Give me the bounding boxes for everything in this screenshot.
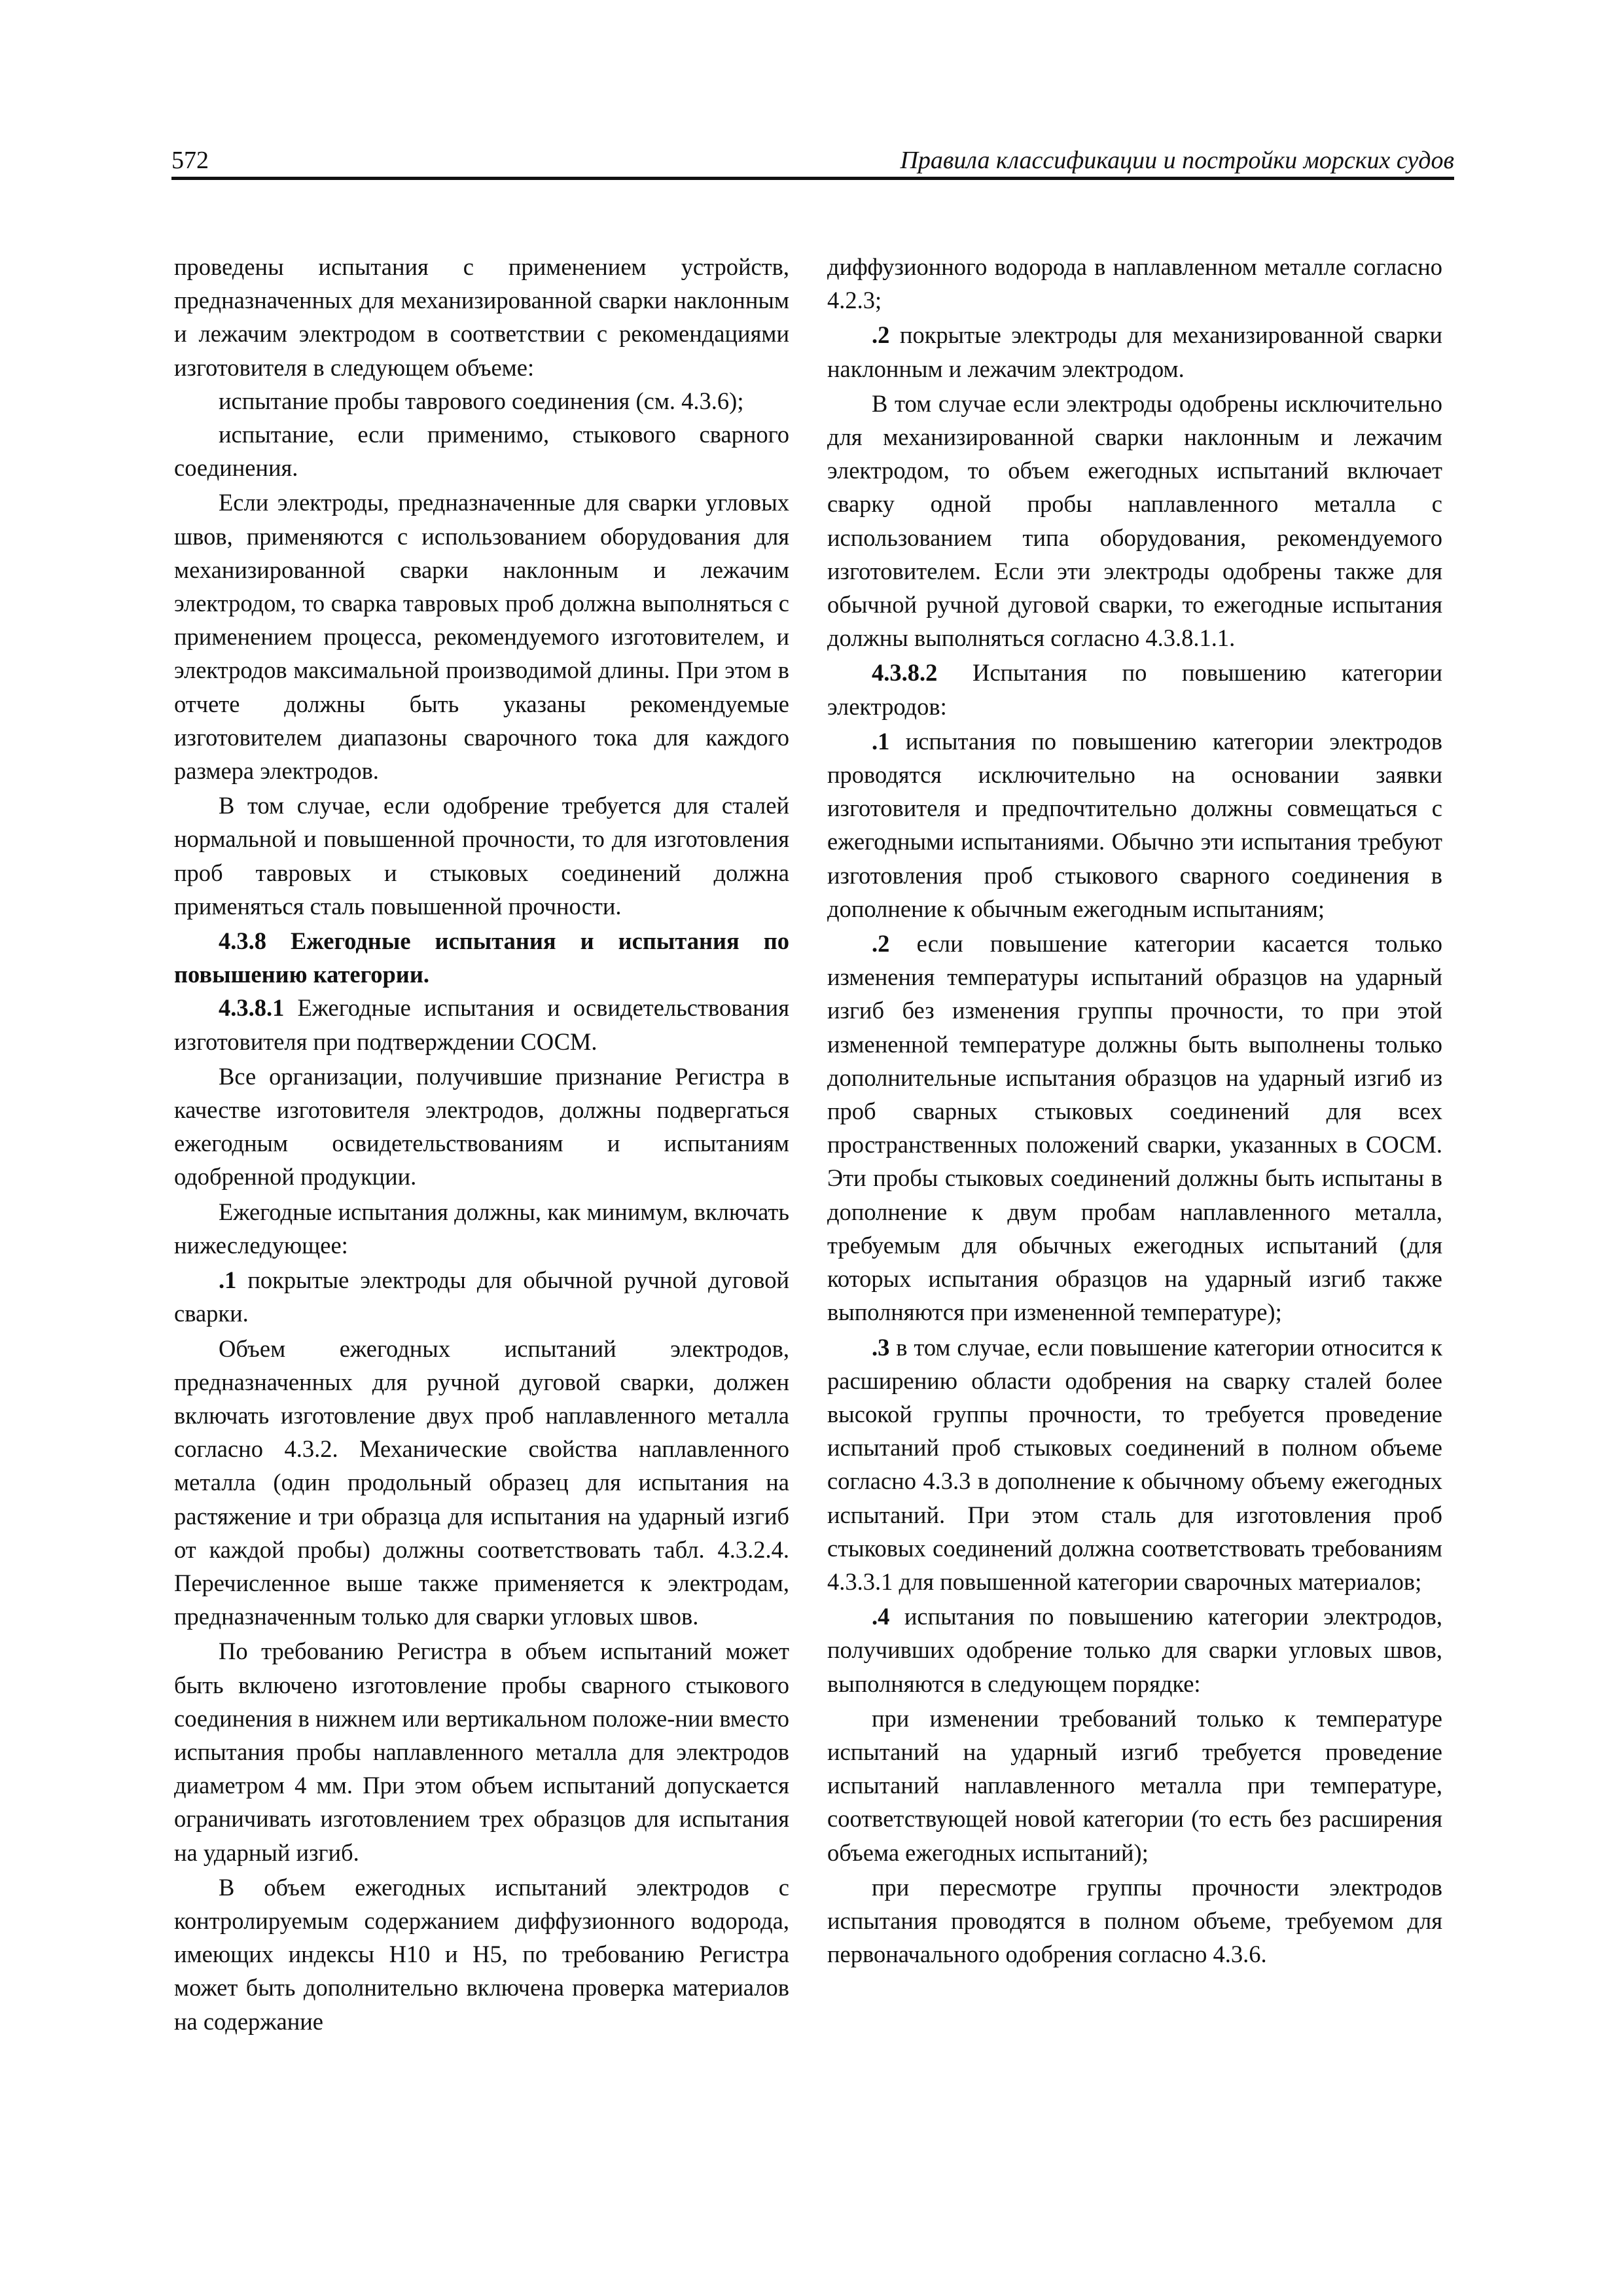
list-item xyxy=(827,725,1442,925)
paragraph: Если электроды, предназначенные для сварки угловых швов, применяются с использованием оборудования для механизированной сварки наклонным и лежачим электродом, то сварка тавровых проб должна выполняться с применением процесса, рекомендуемого изготовителем, и электродов максимальной производимой длины. При этом в отчете должны быть указаны рекомендуемые изготовителем диапазоны сварочного тока для каждого размера электродов. xyxy=(174,489,789,785)
paragraph: В том случае если электроды одобрены исключительно для механизированной сварки наклонным и лежачим электродом, то объем ежегодных испытаний включает сварку одной пробы наплавленного металла с использованием типа оборудования, рекомендуемого изготовителем. Если эти электроды одобрены также для обычной ручной дуговой сварки, то ежегодные испытания должны выполняться согласно 4.3.8.1.1. xyxy=(827,389,1442,652)
page-header xyxy=(171,145,1454,175)
item-number: .2 xyxy=(872,930,890,958)
section-number: 4.3.8.2 xyxy=(872,659,938,687)
paragraph-text: Испытания по повышению категории электродов: xyxy=(827,659,1442,720)
item-number: .4 xyxy=(872,1603,890,1630)
paragraph: В объем ежегодных испытаний электродов с контролируемым содержанием диффузионного водорода, имеющих индексы Н10 и Н5, по требованию Регистра может быть дополнительно включена проверка материалов на содержание xyxy=(174,1873,789,2035)
list-item xyxy=(827,1600,1442,1700)
paragraph: В том случае, если одобрение требуется для сталей нормальной и повышенной прочности, то для изготовления проб тавровых и стыковых соединений должна применяться сталь повышенной прочности. xyxy=(174,792,789,920)
paragraph-text: Ежегодные испытания и освидетельствования изготовителя при подтверждении СОСМ. xyxy=(174,994,789,1055)
paragraph: Ежегодные испытания должны, как минимум, включать нижеследующее: xyxy=(174,1198,789,1259)
paragraph: По требованию Регистра в объем испытаний может быть включено изготовление пробы сварного стыкового соединения в нижнем или вертикальном положе-нии вместо испытания пробы наплавленного металла для электродов диаметром 4 мм. При этом объем испытаний допускается ограничивать изготовлением трех образцов для испытания на ударный изгиб. xyxy=(174,1638,789,1866)
item-text: в том случае, если повышение категории относится к расширению области одобрения на сварку сталей более высокой группы прочности, то требуется проведение испытаний проб стыковых соединений в полном объеме согласно 4.3.3 в дополнение к обычному объему ежегодных испытаний. При этом сталь для изготовления проб стыковых соединений должна соответствовать требованиям 4.3.3.1 для повышенной категории сварочных материалов; xyxy=(827,1333,1442,1595)
item-number: .1 xyxy=(219,1266,237,1294)
item-text: покрытые электроды для обычной ручной дуговой сварки. xyxy=(174,1266,789,1327)
list-item xyxy=(827,1331,1442,1599)
paragraph: диффузионного водорода в наплавленном металле согласно 4.2.3; xyxy=(827,253,1442,314)
right-column xyxy=(827,250,1442,1971)
item-number: .1 xyxy=(872,727,890,755)
left-column xyxy=(174,250,789,2038)
list-item xyxy=(174,1263,789,1330)
paragraph: Все организации, получившие признание Регистра в качестве изготовителя электродов, должны подвергаться ежегодным освидетельствованиям и испытаниям одобренной продукции. xyxy=(174,1062,789,1191)
paragraph: при пересмотре группы прочности электродов испытания проводятся в полном объеме, требуемом для первоначального одобрения согласно 4.3.6. xyxy=(827,1873,1442,1968)
item-number: .3 xyxy=(872,1333,890,1361)
paragraph: Объем ежегодных испытаний электродов, предназначенных для ручной дуговой сварки, должен включать изготовление двух проб наплавленного металла согласно 4.3.2. Механические свойства наплавленного металла (один продольный образец для испытания на растяжение и три образца для испытания на ударный изгиб от каждой пробы) должны соответствовать табл. 4.3.2.4. Перечисленное выше также применяется к электродам, предназначенным только для сварки угловых швов. xyxy=(174,1335,789,1630)
item-text: если повышение категории касается только изменения температуры испытаний образцов на ударный изгиб без изменения группы прочности, то при этой измененной температуре должны быть выполнены только дополнительные испытания образцов на ударный изгиб из проб сварных стыковых соединений для всех пространственных положений сварки, указанных в СОСМ. Эти пробы стыковых соединений должны быть испытаны в дополнение к двум пробам наплавленного металла, требуемым для обычных ежегодных испытаний (для которых испытания образцов на ударный изгиб также выполняются при измененной температуре); xyxy=(827,930,1442,1326)
item-number: .2 xyxy=(872,321,890,349)
paragraph xyxy=(827,656,1442,723)
section-heading-4-3-8: 4.3.8 Ежегодные испытания и испытания по повышению категории. xyxy=(174,927,789,988)
list-item xyxy=(827,318,1442,385)
list-item xyxy=(827,927,1442,1329)
item-text: испытания по повышению категории электродов, получивших одобрение только для сварки угловых швов, выполняются в следующем порядке: xyxy=(827,1603,1442,1697)
section-number: 4.3.8.1 xyxy=(219,994,285,1022)
item-text: испытания по повышению категории электродов проводятся исключительно на основании заявки изготовителя и предпочтительно должны совмещаться с ежегодными испытаниями. Обычно эти испытания требуют изготовления проб стыкового сварного соединения в дополнение к обычным ежегодным испытаниям; xyxy=(827,727,1442,922)
paragraph: испытание, если применимо, стыкового сварного соединения. xyxy=(174,421,789,482)
paragraph xyxy=(174,991,789,1058)
paragraph: проведены испытания с применением устройств, предназначенных для механизированной сварки наклонным и лежачим электродом в соответствии с рекомендациями изготовителя в следующем объеме: xyxy=(174,253,789,381)
header-rule xyxy=(171,177,1454,180)
paragraph: испытание пробы таврового соединения (см. 4.3.6); xyxy=(219,387,744,414)
page-number: 572 xyxy=(171,147,209,174)
item-text: покрытые электроды для механизированной сварки наклонным и лежачим электродом. xyxy=(827,321,1442,382)
paragraph: при изменении требований только к температуре испытаний на ударный изгиб требуется проведение испытаний наплавленного металла при температуре, соответствующей новой категории (то есть без расширения объема ежегодных испытаний); xyxy=(827,1704,1442,1866)
running-title: Правила классификации и постройки морских судов xyxy=(900,147,1454,174)
